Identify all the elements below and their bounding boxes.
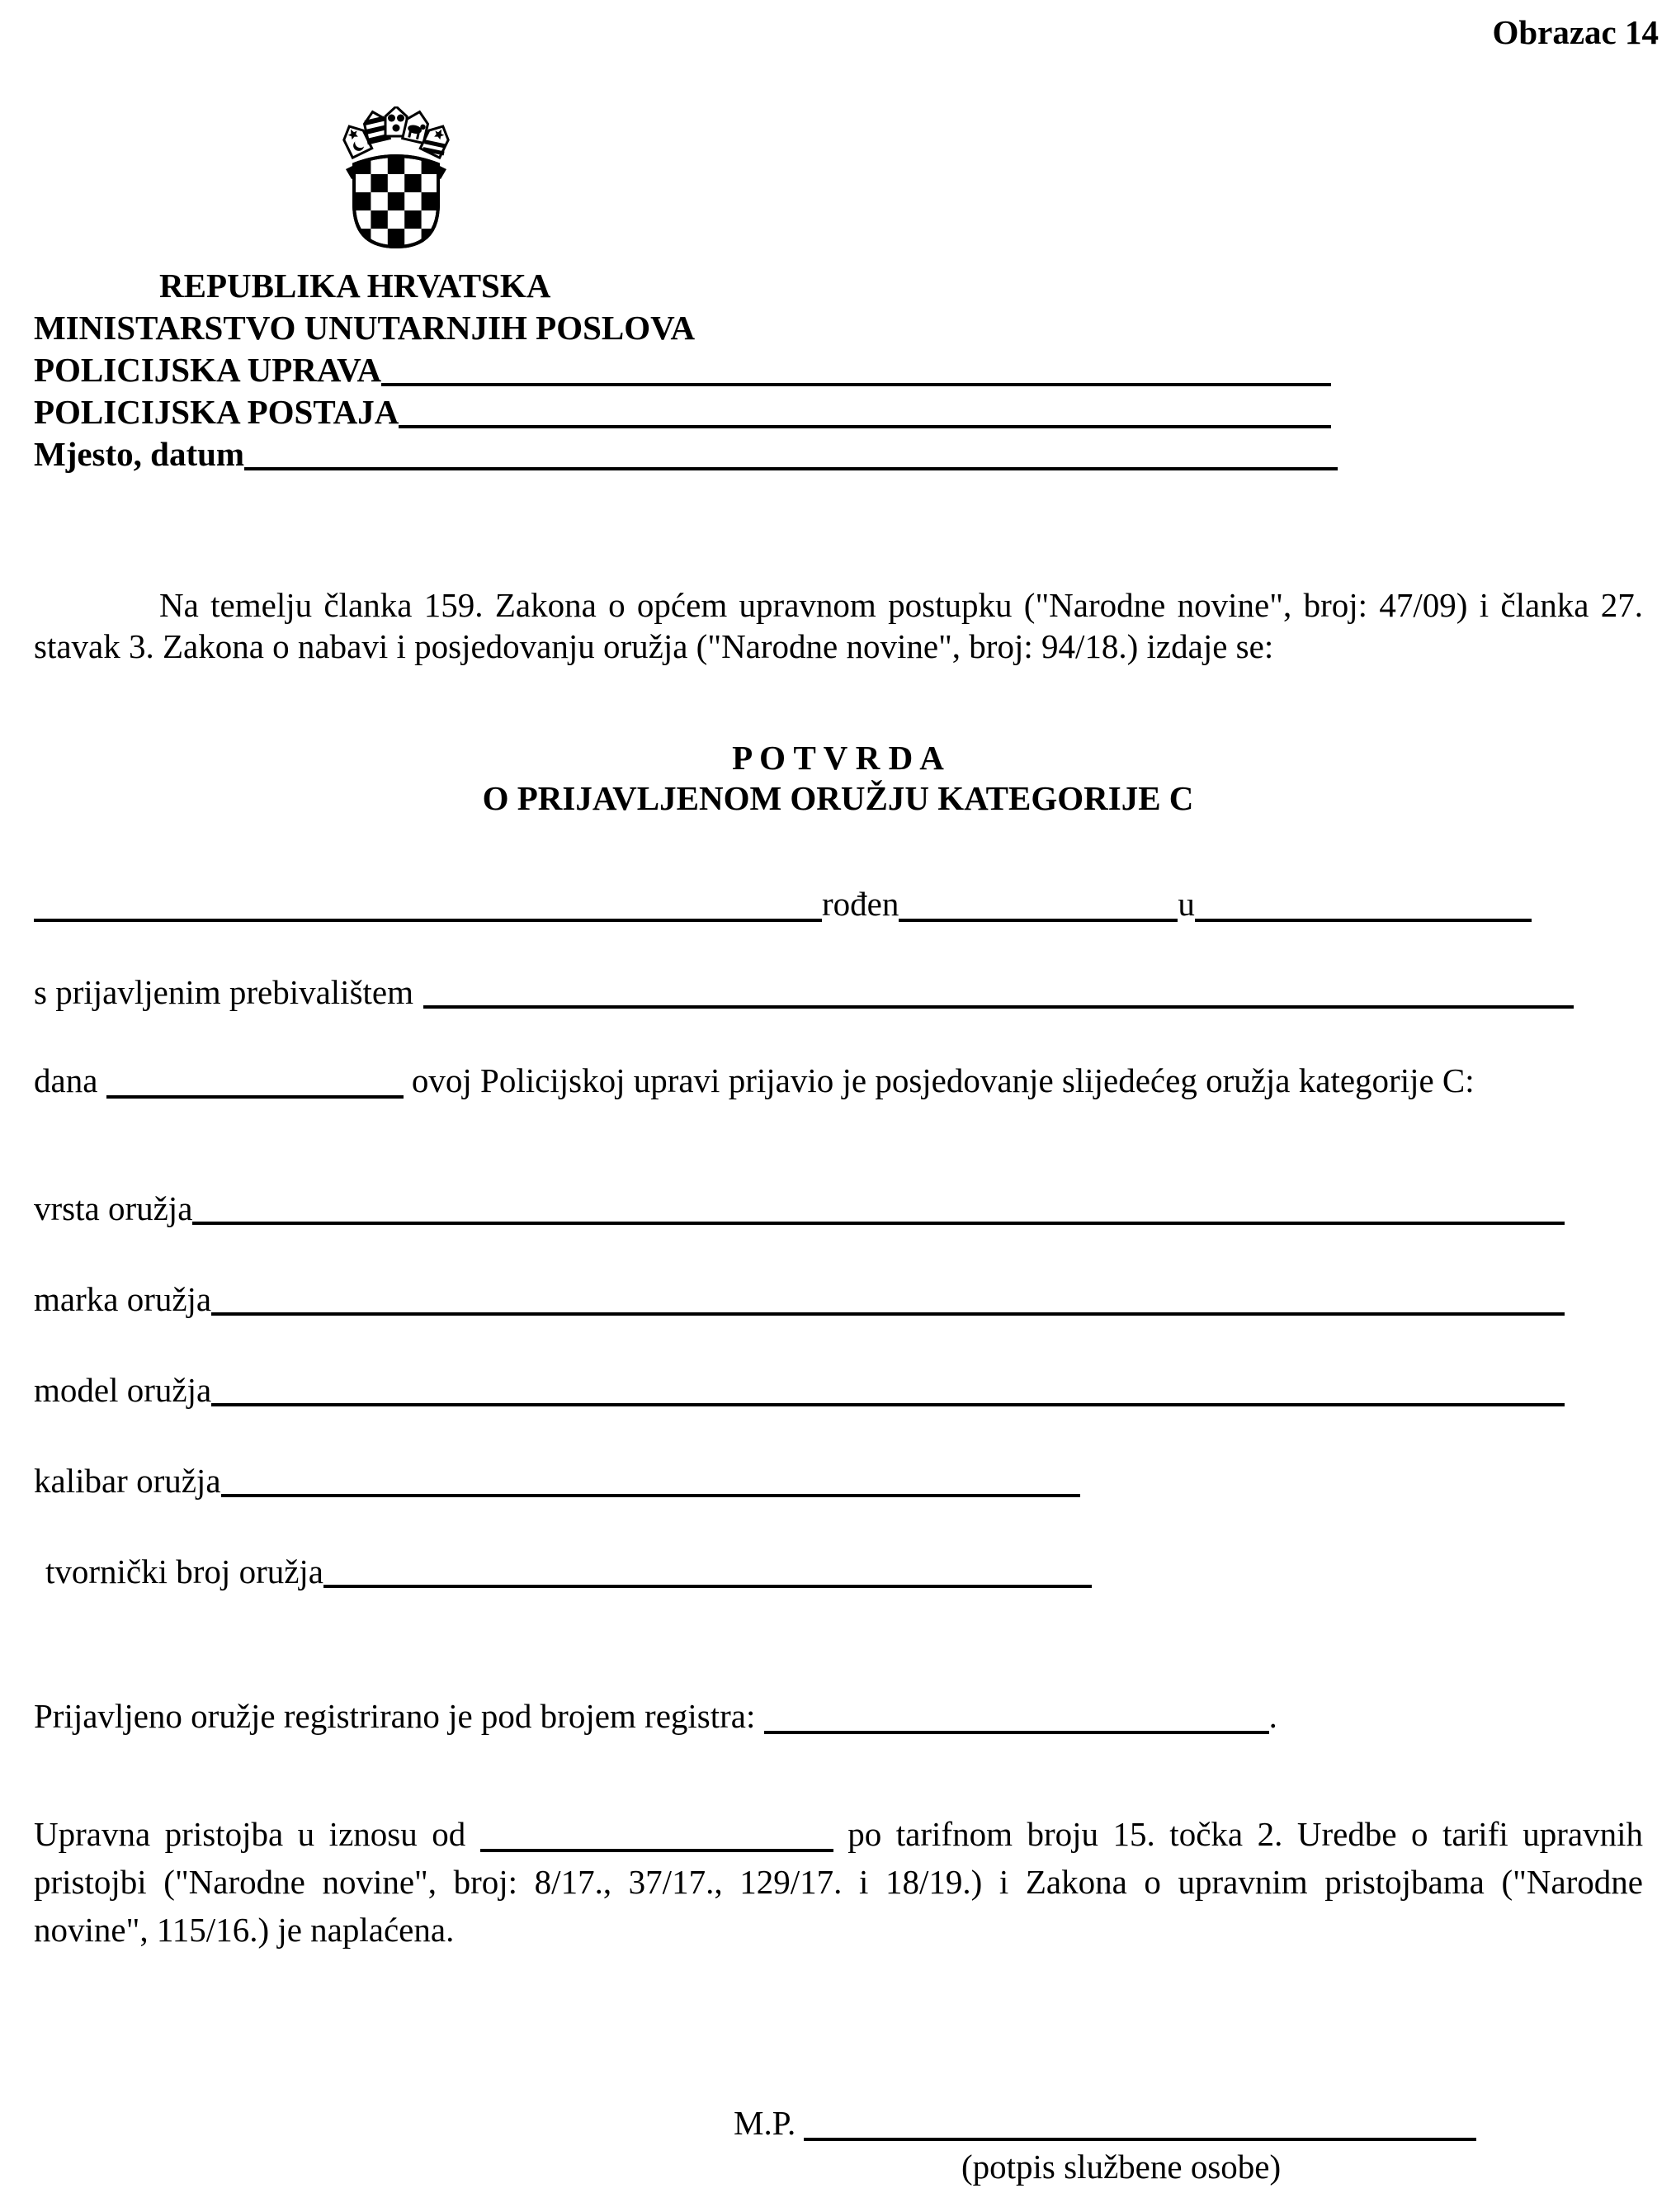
birth-place-blank[interactable] [1195, 885, 1532, 922]
weapon-model-blank[interactable] [211, 1369, 1565, 1406]
registration-sentence: Prijavljeno oružje registrirano je pod brojem registra: [34, 1697, 756, 1735]
legal-basis-paragraph: Na temelju članka 159. Zakona o općem upravnom postupku ("Narodne novine", broj: 47/09) i članka 27. stavak 3. Zakona o nabavi i posjedovanju oružja ("Narodne novine", broj: 94/18.) izdaje se: [34, 586, 1643, 665]
weapon-type-label: vrsta oružja [34, 1189, 193, 1227]
weapon-caliber-label: kalibar oružja [34, 1462, 221, 1500]
signature-caption: (potpis službene osobe) [961, 2148, 1282, 2186]
registration-number-blank[interactable] [764, 1697, 1269, 1734]
weapon-type-row [34, 1188, 1565, 1230]
weapon-serial-blank[interactable] [323, 1551, 1092, 1588]
weapon-type-blank[interactable] [192, 1188, 1565, 1225]
weapon-make-row [34, 1279, 1565, 1321]
place-date-blank[interactable] [244, 433, 1338, 470]
residence-label: s prijavljenim prebivalištem [34, 973, 414, 1011]
document-subtitle: O PRIJAVLJENOM ORUŽJU KATEGORIJE C [482, 779, 1194, 817]
weapon-make-label: marka oružja [34, 1280, 212, 1318]
header-country: REPUBLIKA HRVATSKA [159, 267, 551, 305]
weapon-make-blank[interactable] [211, 1279, 1565, 1316]
weapon-serial-label: tvornički broj oružja [45, 1553, 324, 1590]
fee-prefix: Upravna pristojba u iznosu od [34, 1815, 466, 1853]
report-date-blank[interactable] [106, 1061, 404, 1099]
residence-row [34, 971, 1574, 1014]
place-date-row [34, 433, 1338, 475]
form-code: Obrazac 14 [1492, 13, 1659, 51]
born-in-label: u [1178, 885, 1195, 923]
letterhead [34, 265, 1642, 475]
croatian-coat-of-arms-icon [342, 106, 450, 255]
header-ministry: MINISTARSTVO UNUTARNJIH POSLOVA [34, 309, 696, 347]
born-label: rođen [822, 885, 899, 923]
document-title: P O T V R D A [732, 739, 944, 777]
seal-signature-row [734, 2102, 1642, 2144]
fee-suffix: po tarifnom broju 15. točka 2. Uredbe o tarifi upravnih pristojbi ("Narodne novine", broj: 8/17., 37/17., 129/17. i 18/19.) i Zakona o upravnim pristojbama ("Narodne novine", 115/16.) je naplaćena. [34, 1815, 1643, 1949]
fee-paragraph [34, 1810, 1643, 1954]
police-station-row [34, 391, 1331, 433]
police-station-label: POLICIJSKA POSTAJA [34, 393, 399, 431]
signature-blank[interactable] [804, 2104, 1476, 2141]
person-name-blank[interactable] [34, 885, 822, 922]
report-date-row [34, 1060, 1642, 1102]
police-station-blank[interactable] [399, 391, 1331, 428]
person-name-row [34, 883, 1642, 925]
police-administration-blank[interactable] [381, 349, 1331, 386]
fee-amount-blank[interactable] [480, 1815, 833, 1852]
registration-row [34, 1695, 1642, 1737]
weapon-serial-row [34, 1551, 1092, 1593]
weapon-caliber-row [34, 1460, 1080, 1502]
seal-label: M.P. [734, 2104, 796, 2142]
weapon-caliber-blank[interactable] [221, 1460, 1080, 1497]
registration-period: . [1268, 1697, 1277, 1735]
report-date-label: dana [34, 1061, 98, 1099]
birth-date-blank[interactable] [899, 885, 1178, 922]
police-administration-label: POLICIJSKA UPRAVA [34, 351, 382, 389]
weapon-model-row [34, 1369, 1565, 1411]
place-date-label: Mjesto, datum [34, 435, 245, 473]
weapon-model-label: model oružja [34, 1371, 212, 1409]
police-administration-row [34, 349, 1331, 391]
residence-blank[interactable] [423, 971, 1574, 1009]
report-statement: ovoj Policijskoj upravi prijavio je posjedovanje slijedećeg oružja kategorije C: [411, 1061, 1475, 1099]
